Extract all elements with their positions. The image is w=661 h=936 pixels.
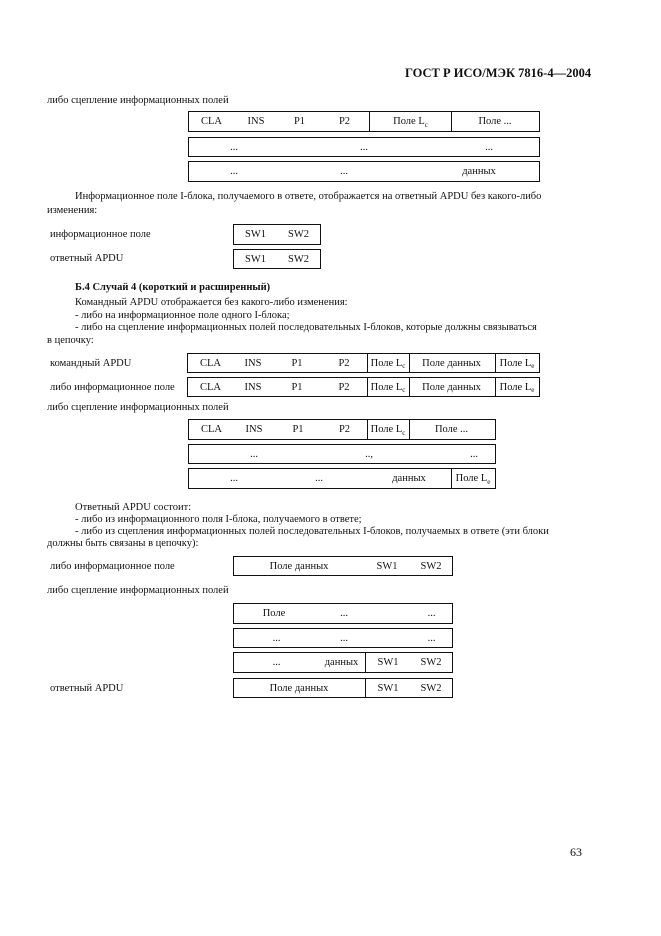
ellipsis: ...	[272, 632, 281, 644]
data-word: данных	[462, 166, 496, 177]
p1-field: P1	[291, 381, 303, 393]
data-field: Поле данных	[269, 560, 329, 572]
p1-field: P1	[291, 357, 303, 369]
chain-box-1c	[188, 161, 540, 182]
ellipsis: ..,	[365, 448, 373, 460]
field-ellipsis: Поле ...	[478, 116, 512, 127]
ellipsis: ...	[427, 608, 436, 619]
sw1-field: SW1	[245, 253, 266, 265]
section-heading-b4: Б.4 Случай 4 (короткий и расширенный)	[75, 282, 271, 293]
response-chain-box-b	[233, 628, 453, 648]
le-field: Поле L e	[455, 473, 491, 486]
data-word: данных	[392, 473, 426, 484]
ins-field: INS	[244, 381, 262, 393]
le-label: Поле	[455, 473, 479, 484]
apdu-command-box-3	[187, 377, 540, 397]
le-subscript: e	[487, 477, 491, 486]
lc-label: Поле	[393, 116, 416, 127]
page-number: 63	[570, 845, 582, 859]
ellipsis: ...	[230, 141, 238, 153]
response-box-2	[233, 678, 453, 698]
sw1-field: SW1	[376, 560, 398, 572]
p2-field: P2	[338, 424, 351, 435]
response-chain-box-c	[233, 652, 453, 673]
ellipsis: ...	[272, 657, 281, 668]
ellipsis: ...	[250, 448, 258, 460]
lc-field: Поле L c	[370, 424, 406, 437]
ellipsis: ...	[340, 608, 348, 619]
ellipsis: ...	[470, 448, 478, 460]
response-apdu-label-2: ответный APDU	[50, 683, 124, 694]
section2-line1: Командный APDU отображается без какого-либо изменения:	[75, 297, 348, 308]
ellipsis: ...	[360, 141, 368, 153]
chain-label-2: либо сцепление информационных полей	[47, 402, 229, 413]
sw2-field: SW2	[420, 657, 442, 668]
sw-box-1	[233, 224, 321, 245]
apdu-chain-box-2a	[188, 419, 496, 440]
le-subscript: e	[531, 386, 535, 394]
sw2-field: SW2	[420, 560, 442, 572]
command-apdu-label: командный APDU	[50, 358, 132, 369]
p1-field: P1	[292, 424, 304, 435]
lc-field: Поле L c	[370, 381, 406, 394]
response-chain-box-a	[233, 603, 453, 624]
chain-label-3: либо сцепление информационных полей	[47, 585, 229, 596]
response-apdu-label: ответный APDU	[50, 253, 124, 264]
lc-subscript: c	[402, 362, 406, 370]
sw2-field: SW2	[420, 682, 442, 694]
sw1-field: SW1	[245, 229, 266, 240]
data-field: Поле данных	[422, 381, 481, 393]
lc-label: Поле	[370, 424, 394, 435]
data-field: Поле данных	[422, 357, 481, 369]
lc-subscript: c	[424, 120, 428, 129]
apdu-command-box-1	[188, 111, 540, 132]
section3-line3: - либо из сцепления информационных полей последовательных I-блоков, получаемых в ответе (эти блоки	[75, 526, 549, 537]
lc-label: Поле	[370, 381, 394, 393]
lc-label: Поле	[370, 357, 394, 369]
chain-box-1b	[188, 137, 540, 157]
ins-field: INS	[245, 424, 263, 435]
response-box-1	[233, 556, 453, 576]
or-info-field-label-2: либо информационное поле	[50, 561, 175, 572]
section2-line4: в цепочку:	[47, 335, 94, 346]
p2-field: P2	[338, 116, 351, 127]
ellipsis: ...	[485, 141, 493, 153]
lc-field: Поле L c	[370, 357, 406, 370]
or-info-field-label: либо информационное поле	[50, 382, 175, 393]
sw1-field: SW1	[377, 682, 399, 694]
ellipsis: ...	[340, 632, 348, 644]
p2-field: P2	[338, 381, 350, 393]
lc-subscript: c	[402, 428, 406, 437]
le-label: Поле	[499, 381, 523, 393]
ellipsis: ...	[427, 632, 436, 644]
chain-box-2b	[188, 444, 496, 464]
chain-box-2c	[188, 468, 496, 489]
ins-field: INS	[244, 357, 262, 369]
le-subscript: e	[531, 362, 535, 370]
le-field: Поле L e	[499, 381, 535, 394]
cla-field: CLA	[200, 381, 221, 393]
section3-line2: - либо из информационного поля I-блока, получаемого в ответе;	[75, 514, 362, 525]
cla-field: CLA	[201, 116, 222, 127]
le-field: Поле L e	[499, 357, 535, 370]
lc-field: Поле L c	[393, 116, 428, 129]
section2-line3: - либо на сцепление информационных полей последовательных I-блоков, которые должны связываться	[75, 322, 537, 333]
sw-box-2	[233, 249, 321, 269]
cla-field: CLA	[200, 357, 221, 369]
sw2-field: SW2	[288, 229, 309, 240]
section3-line4: должны быть связаны в цепочку):	[47, 538, 199, 549]
ellipsis: ...	[315, 473, 323, 484]
ellipsis: ...	[230, 473, 238, 484]
sw2-field: SW2	[288, 253, 309, 265]
section3-line1: Ответный APDU состоит:	[75, 502, 192, 513]
field-ellipsis: Поле ...	[434, 424, 469, 435]
paragraph-1-cont: изменения:	[47, 205, 98, 216]
paragraph-1: Информационное поле I-блока, получаемого в ответе, отображается на ответный APDU без какого-либо	[75, 191, 542, 202]
document-header: ГОСТ Р ИСО/МЭК 7816-4—2004	[405, 66, 592, 80]
p1-field: P1	[293, 116, 306, 127]
lc-subscript: c	[402, 386, 406, 394]
ellipsis: ...	[340, 166, 348, 177]
data-word: данных	[324, 657, 359, 668]
data-field: Поле данных	[269, 682, 329, 694]
chain-label-1: либо сцепление информационных полей	[47, 95, 229, 106]
section2-line2: - либо на информационное поле одного I-блока;	[75, 310, 290, 321]
cla-field: CLA	[201, 424, 222, 435]
ellipsis: ...	[230, 166, 238, 177]
le-label: Поле	[499, 357, 523, 369]
info-field-label: информационное поле	[50, 229, 151, 240]
field-label: Поле	[262, 608, 286, 619]
ins-field: INS	[247, 116, 265, 127]
p2-field: P2	[338, 357, 350, 369]
sw1-field: SW1	[377, 657, 399, 668]
apdu-command-box-2	[187, 353, 540, 373]
